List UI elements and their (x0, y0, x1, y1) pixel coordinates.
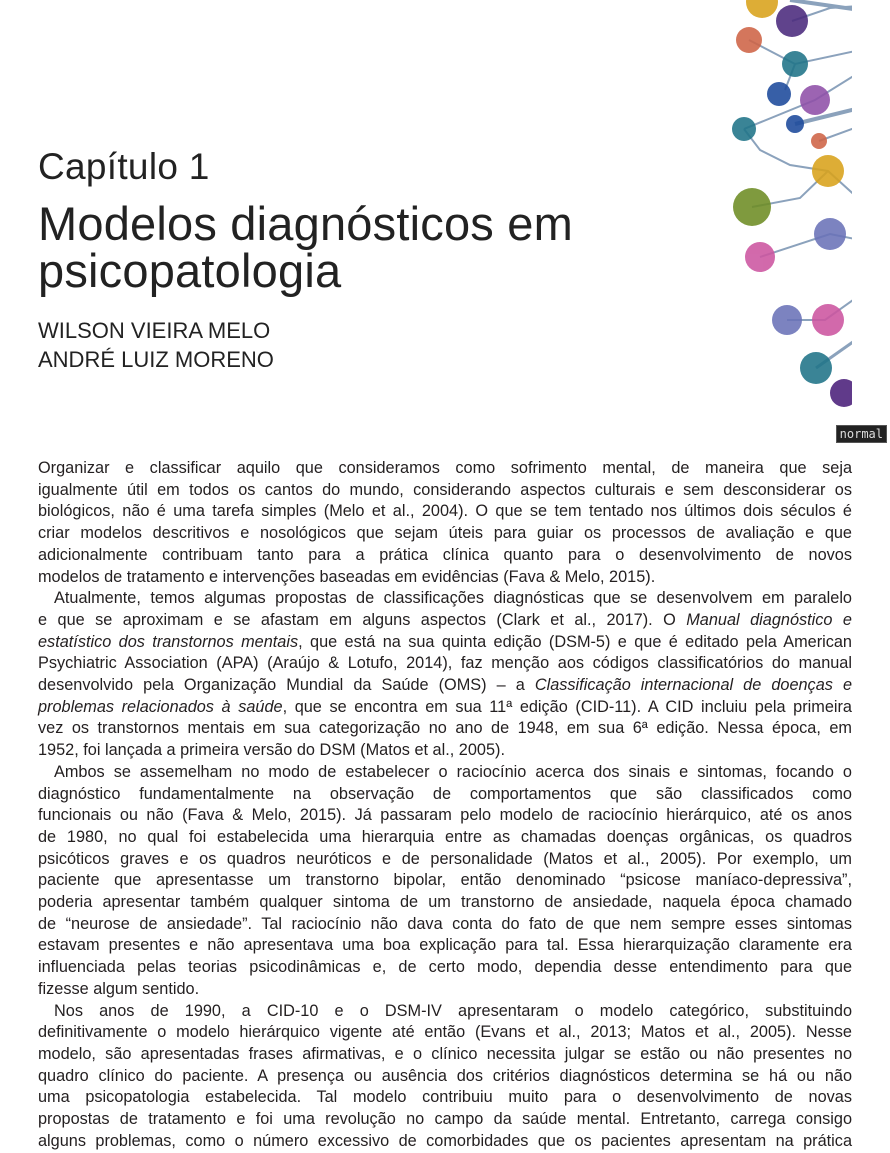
author-name: WILSON VIEIRA MELO (38, 318, 271, 343)
text-line (38, 827, 852, 849)
text-segment: Atualmente, temos algumas propostas de classificações diagnósticas que se desenvolvem em paralelo (54, 589, 852, 608)
molecule-dot (800, 352, 832, 384)
text-segment: criar modelos descritivos e nosológicos que sejam úteis para guiar os processos de avaliação e que (38, 524, 852, 543)
text-line (38, 523, 852, 545)
text-line (38, 1001, 852, 1023)
text-segment: de 1980, no qual foi estabelecida uma hierarquia entre as chamadas doenças orgânicas, os quadros (38, 827, 852, 846)
molecule-dot (786, 115, 804, 133)
text-segment: Nos anos de 1990, a CID-10 e o DSM-IV apresentaram o modelo categórico, substituindo (54, 1001, 852, 1020)
text-line (38, 1066, 852, 1088)
text-segment: diagnóstico fundamentalmente na observação de comportamentos que são classificados como (38, 784, 852, 803)
chapter-label: Capítulo 1 (38, 146, 210, 187)
text-segment: e que se aproximam e se afastam em alguns aspectos (Clark et al., 2017). O (38, 610, 687, 629)
text-segment: biológicos, não é uma tarefa simples (Melo et al., 2004). O que se tem tentado nos últimos dois séculos é (38, 502, 852, 521)
molecule-dot (812, 155, 844, 187)
text-line (38, 1109, 852, 1131)
italic-title: estatístico dos transtornos mentais (38, 632, 299, 651)
molecule-dot (772, 305, 802, 335)
text-line (38, 501, 852, 523)
text-line (38, 762, 852, 784)
paragraph (38, 588, 852, 762)
text-segment: paciente que apresentasse um transtorno bipolar, então denominado “psicose maníaco-depressiva”, (38, 871, 852, 890)
text-line (38, 610, 852, 632)
text-segment: definitivamente o modelo hierárquico vigente até então (Evans et al., 2013; Matos et al., 2005). Nesse (38, 1023, 852, 1042)
text-segment: psicóticos graves e os quadros neuróticos e de personalidade (Matos et al., 2005). Por exemplo, um (38, 849, 852, 868)
text-line (38, 1087, 852, 1109)
text-line (38, 545, 852, 567)
text-segment: 1952, foi lançada a primeira versão do DSM (Matos et al., 2005). (38, 741, 505, 760)
text-segment: influenciada pelas teorias psicodinâmicas e, de certo modo, dependia desse entendimento para que (38, 958, 852, 977)
mode-badge: normal (836, 425, 887, 443)
text-line (38, 718, 852, 740)
paragraph (38, 1001, 852, 1153)
text-segment: modelos de tratamento e intervenções baseadas em evidências (Fava & Melo, 2015). (38, 567, 656, 586)
text-line (38, 740, 852, 762)
text-segment: desenvolvido pela Organização Mundial da Saúde (OMS) – a (38, 676, 535, 695)
molecule-dot (811, 133, 827, 149)
text-segment: uma psicopatologia estabelecida. Tal modelo contribuiu muito para o desenvolvimento de novas (38, 1088, 852, 1107)
text-line (38, 567, 852, 589)
text-segment: Psychiatric Association (APA) (Araújo & Lotufo, 2014), faz menção aos códigos classificatórios do manual (38, 654, 852, 673)
text-segment: de “neurose de ansiedade”. Tal raciocínio não dava conta do fato de que nem sempre esses sintomas (38, 914, 852, 933)
text-line (38, 675, 852, 697)
text-line (38, 784, 852, 806)
text-line (38, 805, 852, 827)
italic-title: Manual diagnóstico e (686, 610, 852, 629)
text-line (38, 914, 852, 936)
paragraph (38, 762, 852, 1001)
text-segment: funcionais ou não (Fava & Melo, 2015). Já passaram pelo modelo de raciocínio hierárquico, até os anos (38, 806, 852, 825)
molecule-dot (732, 117, 756, 141)
text-segment: fizesse algum sentido. (38, 979, 200, 998)
text-line (38, 979, 852, 1001)
molecule-dot (814, 218, 846, 250)
text-segment: quadro clínico do paciente. A presença ou ausência dos critérios diagnósticos determina se há ou não (38, 1066, 852, 1085)
molecule-dot (746, 0, 778, 18)
text-line (38, 632, 852, 654)
molecule-dot (733, 188, 771, 226)
text-segment: vez os transtornos mentais em sua categorização no ano de 1948, em sua 6ª edição. Nessa época, em (38, 719, 852, 738)
body-text (38, 458, 852, 1153)
italic-title: Classificação internacional de doenças e (534, 676, 852, 695)
text-line (38, 697, 852, 719)
text-line (38, 892, 852, 914)
text-line (38, 1131, 852, 1153)
text-line (38, 1044, 852, 1066)
text-segment: , que se encontra em sua 11ª edição (CID-11). A CID incluiu pela primeira (282, 697, 852, 716)
text-segment: propostas de tratamento e foi uma revolução no campo da saúde mental. Entretanto, carrega consigo (38, 1110, 852, 1129)
molecule-dot (776, 5, 808, 37)
molecule-dot (800, 85, 830, 115)
text-segment: Ambos se assemelham no modo de estabelecer o raciocínio acerca dos sinais e sintomas, focando o (54, 762, 852, 781)
text-segment: adicionalmente contribuam tanto para a prática clínica quanto para o desenvolvimento de novos (38, 545, 852, 564)
chapter-title-line: Modelos diagnósticos em (38, 197, 573, 250)
text-segment: alguns problemas, como o número excessivo de comorbidades que os pacientes apresentam na prática (38, 1131, 852, 1150)
text-line (38, 870, 852, 892)
text-line (38, 1022, 852, 1044)
molecule-dot (830, 379, 858, 407)
text-segment: , que está na sua quinta edição (DSM-5) e que é editado pela American (298, 632, 852, 651)
molecule-dot (812, 304, 844, 336)
text-line (38, 653, 852, 675)
italic-title: problemas relacionados à saúde (38, 697, 283, 716)
author-name: ANDRÉ LUIZ MORENO (38, 347, 274, 372)
text-line (38, 957, 852, 979)
text-line (38, 588, 852, 610)
authors (38, 316, 274, 374)
text-line (38, 935, 852, 957)
text-segment: igualmente útil em todos os cantos do mundo, considerando aspectos culturais e sem desconsiderar os (38, 480, 852, 499)
text-segment: Organizar e classificar aquilo que consideramos como sofrimento mental, de maneira que seja (38, 459, 852, 477)
chapter-title-line: psicopatologia (38, 244, 342, 297)
molecule-dot (745, 242, 775, 272)
molecule-dot (736, 27, 762, 53)
text-line (38, 849, 852, 871)
text-segment: modelo, são apresentadas frases afirmativas, e o clínico necessita julgar se estão ou não presentes no (38, 1044, 852, 1063)
chapter-title (38, 197, 573, 297)
molecule-dot (782, 51, 808, 77)
text-line (38, 458, 852, 480)
text-line (38, 480, 852, 502)
paragraph (38, 458, 852, 588)
text-segment: poderia apresentar também qualquer sintoma de um transtorno de ansiedade, naquela época chamado (38, 893, 852, 912)
text-segment: estavam presentes e não apresentava uma boa explicação para tal. Essa hierarquização claramente era (38, 936, 852, 955)
molecule-dot (767, 82, 791, 106)
